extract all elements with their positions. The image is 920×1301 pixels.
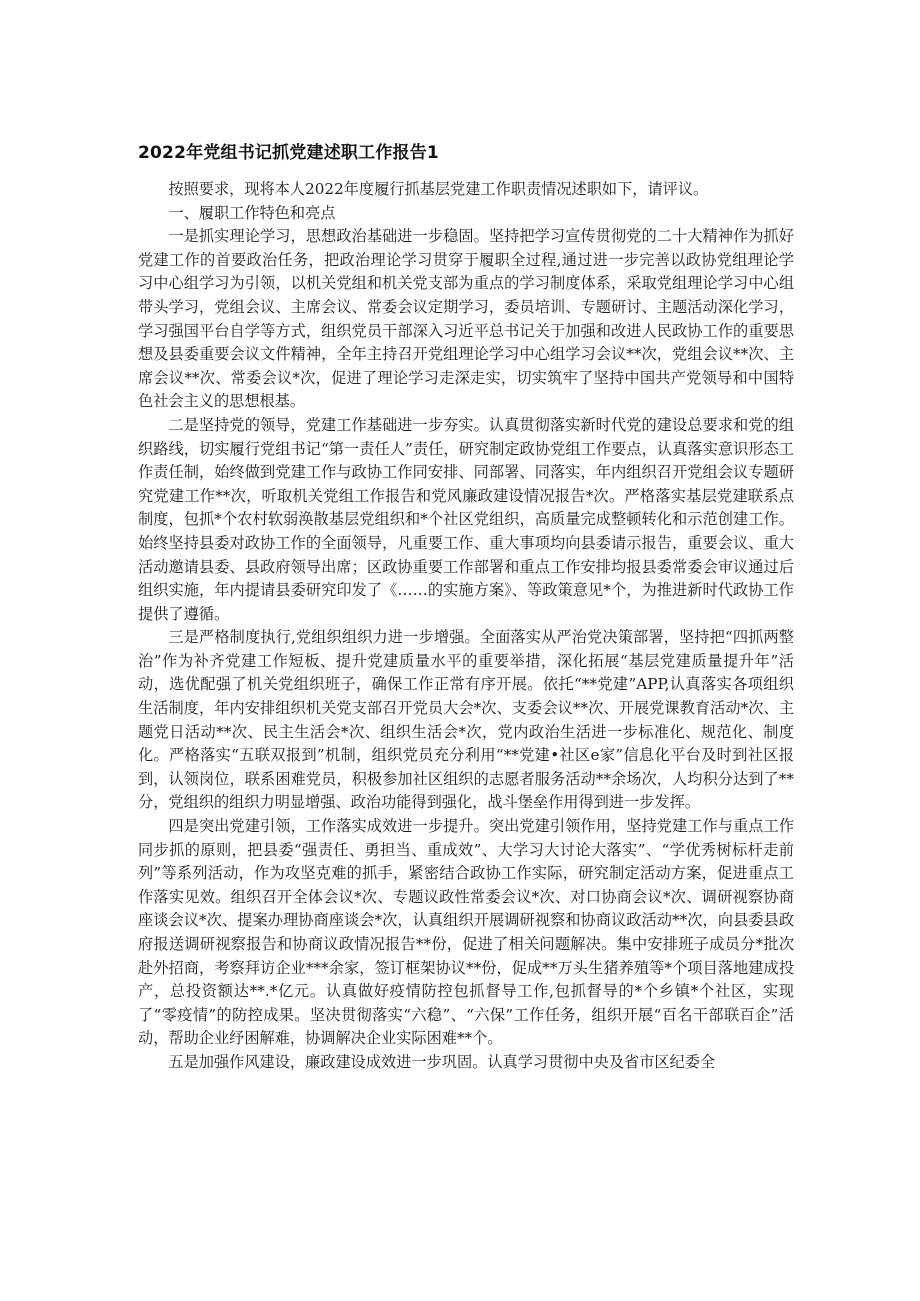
document-page: [138, 140, 794, 1075]
body-paragraph-1: 一是抓实理论学习，思想政治基础进一步稳固。坚持把学习宣传贯彻党的二十大精神作为抓好党建工作的首要政治任务，把政治理论学习贯穿于履职全过程,通过进一步完善以政协党组理论学习中心组学习为引领，以机关党组和机关党支部为重点的学习制度体系，采取党组理论学习中心组带头学习，党组会议、主席会议、常委会议定期学习，委员培训、专题研讨、主题活动深化学习，学习强国平台自学等方式，组织党员干部深入习近平总书记关于加强和改进人民政协工作的重要思想及县委重要会议文件精神，全年主持召开党组理论学习中心组学习会议**次，党组会议**次、主席会议**次、常委会议*次，促进了理论学习走深走实，切实筑牢了坚持中国共产党领导和中国特色社会主义的思想根基。: [138, 227, 794, 411]
body-paragraph-4: 四是突出党建引领，工作落实成效进一步提升。突出党建引领作用，坚持党建工作与重点工作同步抓的原则，把县委“强责任、勇担当、重成效”、大学习大讨论大落实”、“学优秀树标杆走前列”等系列活动，作为攻坚克难的抓手，紧密结合政协工作实际，研究制定活动方案，促进重点工作落实见效。组织召开全体会议*次、专题议政性常委会议*次、对口协商会议*次、调研视察协商座谈会议*次、提案办理协商座谈会*次，认真组织开展调研视察和协商议政活动**次，向县委县政府报送调研视察报告和协商议政情况报告**份，促进了相关问题解决。集中安排班子成员分*批次赴外招商，考察拜访企业***余家，签订框架协议**份，促成**万头生猪养殖等*个项目落地建成投产，总投资额达**.*亿元。认真做好疫情防控包抓督导工作,包抓督导的*个乡镇*个社区，实现了“零疫情”的防控成果。坚决贯彻落实“六稳”、“六保”工作任务，组织开展“百名干部联百企”活动，帮助企业纾困解难，协调解决企业实际困难**个。: [138, 817, 794, 1048]
body-paragraph-2: 二是坚持党的领导，党建工作基础进一步夯实。认真贯彻落实新时代党的建设总要求和党的组织路线，切实履行党组书记“第一责任人”责任，研究制定政协党组工作要点，认真落实意识形态工作责任制，始终做到党建工作与政协工作同安排、同部署、同落实，年内组织召开党组会议专题研究党建工作**次，听取机关党组工作报告和党风廉政建设情况报告*次。严格落实基层党建联系点制度，包抓*个农村软弱涣散基层党组织和*个社区党组织，高质量完成整顿转化和示范创建工作。始终坚持县委对政协工作的全面领导，凡重要工作、重大事项均向县委请示报告，重要会议、重大活动邀请县委、县政府领导出席；区政协重要工作部署和重点工作安排均报县委常委会审议通过后组织实施，年内提请县委研究印发了《……的实施方案》、等政策意见*个，为推进新时代政协工作提供了遵循。: [138, 415, 794, 623]
document-title: 2022年党组书记抓党建述职工作报告1: [138, 143, 439, 163]
section-heading: 一、履职工作特色和亮点: [168, 203, 336, 222]
intro-paragraph: 按照要求，现将本人2022年度履行抓基层党建工作职责情况述职如下，请评议。: [168, 180, 709, 198]
body-paragraph-5: 五是加强作风建设，廉政建设成效进一步巩固。认真学习贯彻中央及省市区纪委全: [168, 1052, 716, 1071]
body-paragraph-3: 三是严格制度执行,党组织组织力进一步增强。全面落实从严治党决策部署，坚持把“四抓两整治”作为补齐党建工作短板、提升党建质量水平的重要举措，深化拓展“基层党建质量提升年”活动，选优配强了机关党组织班子，确保工作正常有序开展。依托“**党建”APP,认真落实各项组织生活制度，年内安排组织机关党支部召开党员大会*次、支委会议**次、开展党课教育活动*次、主题党日活动**次、民主生活会*次、组织生活会*次，党内政治生活进一步标准化、规范化、制度化。严格落实“五联双报到”机制，组织党员充分利用“**党建•社区e家”信息化平台及时到社区报到，认领岗位，联系困难党员，积极参加社区组织的志愿者服务活动**余场次，人均积分达到了**分，党组织的组织力明显增强、政治功能得到强化，战斗堡垒作用得到进一步发挥。: [138, 628, 794, 812]
